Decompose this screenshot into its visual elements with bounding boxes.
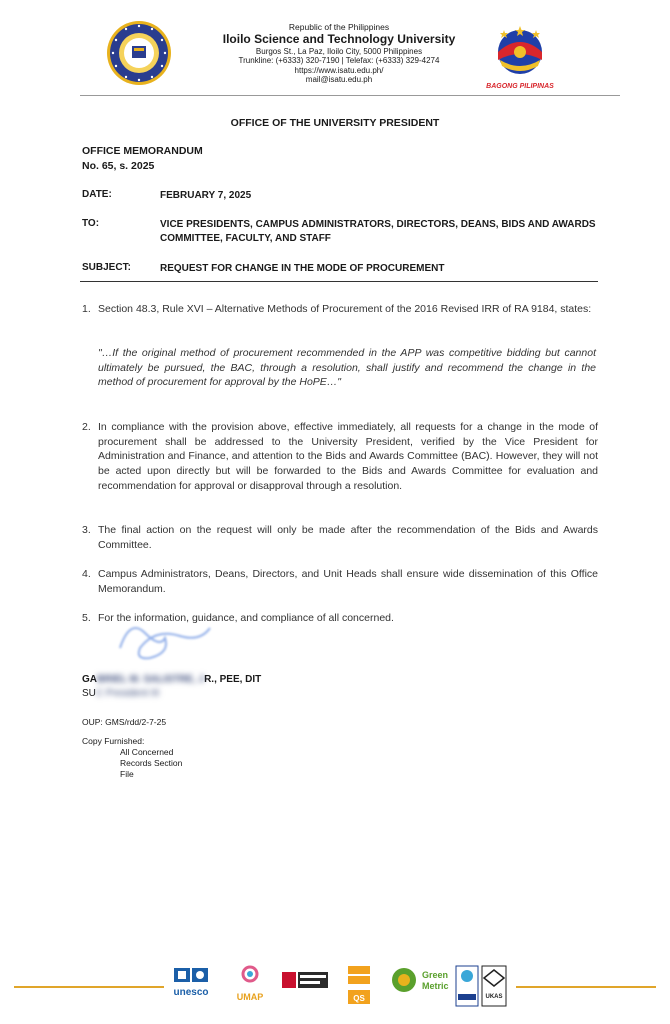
list-item <box>82 420 598 493</box>
subject-divider <box>80 281 598 282</box>
signature-scribble-icon <box>110 608 220 668</box>
republic-line: Republic of the Philippines <box>288 22 390 32</box>
copy-recipient: File <box>120 769 134 779</box>
university-seal-icon <box>106 20 172 86</box>
bagong-pilipinas-logo-icon <box>482 22 558 92</box>
reference-code: OUP: GMS/rdd/2-7-25 <box>82 717 167 727</box>
redacted-name: BRIEL M. SALISTRE, J <box>97 674 205 685</box>
subject-value: REQUEST FOR CHANGE IN THE MODE OF PROCUREMENT <box>160 263 445 274</box>
to-label: TO: <box>82 218 100 229</box>
umap-label: UMAP <box>236 992 264 1002</box>
to-value: VICE PRESIDENTS, CAMPUS ADMINISTRATORS, DIRECTORS, DEANS, BIDS AND AWARDS COMMITTEE, FACULTY, AND STAFF <box>160 219 596 244</box>
university-name: Iloilo Science and Technology University <box>222 32 456 47</box>
item-text: For the information, guidance, and compliance of all concerned. <box>98 612 394 624</box>
header-divider <box>80 95 620 96</box>
item-number: 2. <box>82 421 91 433</box>
list-item <box>82 567 598 596</box>
item-number: 5. <box>82 612 91 624</box>
memo-title: OFFICE MEMORANDUM <box>82 145 203 157</box>
copy-furnished-label: Copy Furnished: <box>82 736 145 746</box>
quoted-provision: "…If the original method of procurement recommended in the APP was competitive bidding but cannot ultimately be pursued, the BAC, through a resolution, shall justify and recommend the change in the method of procurement for approval by the HoPE…" <box>98 347 596 389</box>
accreditation-logos <box>172 964 508 1010</box>
address-line: Burgos St., La Paz, Iloilo City, 5000 Philippines <box>255 46 423 56</box>
website-link[interactable]: https://www.isatu.edu.ph/ <box>294 65 384 75</box>
item-number: 4. <box>82 568 91 580</box>
memo-number: No. 65, s. 2025 <box>82 159 155 172</box>
footer-rule-left <box>14 986 164 988</box>
the-rankings-logo-icon <box>282 972 328 988</box>
item-text: The final action on the request will only be made after the recommendation of the Bids and Awards Committee. <box>98 524 598 551</box>
copy-recipient: Records Section <box>120 758 183 768</box>
item-number: 1. <box>82 303 91 315</box>
copy-recipient: All Concerned <box>120 747 174 757</box>
ukas-label: UKAS <box>485 994 503 1000</box>
redacted-position: C President III <box>95 688 160 699</box>
list-item <box>82 302 598 317</box>
item-number: 3. <box>82 524 91 536</box>
signatory-name: GABRIEL M. SALISTRE, JR., PEE, DIT <box>82 674 262 685</box>
item-text: In compliance with the provision above, effective immediately, all requests for a change in the mode of procurement shall be addressed to the University President, verified by the Vice President for Administration and Finance, and attention to the Bids and Awards Committee (BAC). However, they will not be acted upon directly but will be forwarded to the Bids and Awards Committee for evaluation and recommendation for approval or disapproval through a resolution. <box>98 421 598 492</box>
subject-label: SUBJECT: <box>82 262 131 273</box>
qs-logo-icon <box>348 966 370 1004</box>
greenmetric-logo-icon <box>392 968 449 992</box>
iso-ukas-logo-icon <box>456 966 506 1006</box>
phone-line: Trunkline: (+6333) 320-7190 | Telefax: (+6333) 329-4274 <box>238 56 440 66</box>
unesco-label: unesco <box>173 987 209 998</box>
qs-label: QS <box>353 994 365 1003</box>
date-label: DATE: <box>82 189 112 200</box>
item-text: Campus Administrators, Deans, Directors, and Unit Heads shall ensure wide dissemination of this Office Memorandum. <box>98 568 598 595</box>
signatory-position: SUC President III <box>82 688 160 699</box>
metric-label: Metric <box>422 981 449 991</box>
unesco-logo-icon <box>173 968 208 998</box>
memo-heading <box>82 144 203 173</box>
umap-logo-icon <box>237 967 264 1002</box>
letterhead <box>170 22 508 85</box>
green-label: Green <box>422 970 449 980</box>
list-item <box>82 523 598 552</box>
email-link[interactable]: mail@isatu.edu.ph <box>305 75 373 85</box>
bagong-pilipinas-label: BAGONG PILIPINAS <box>486 83 554 90</box>
date-value: FEBRUARY 7, 2025 <box>160 190 252 201</box>
footer-rule-right <box>516 986 656 988</box>
item-text: Section 48.3, Rule XVI – Alternative Methods of Procurement of the 2016 Revised IRR of RA 9184, states: <box>98 303 592 315</box>
office-title: OFFICE OF THE UNIVERSITY PRESIDENT <box>230 117 440 129</box>
